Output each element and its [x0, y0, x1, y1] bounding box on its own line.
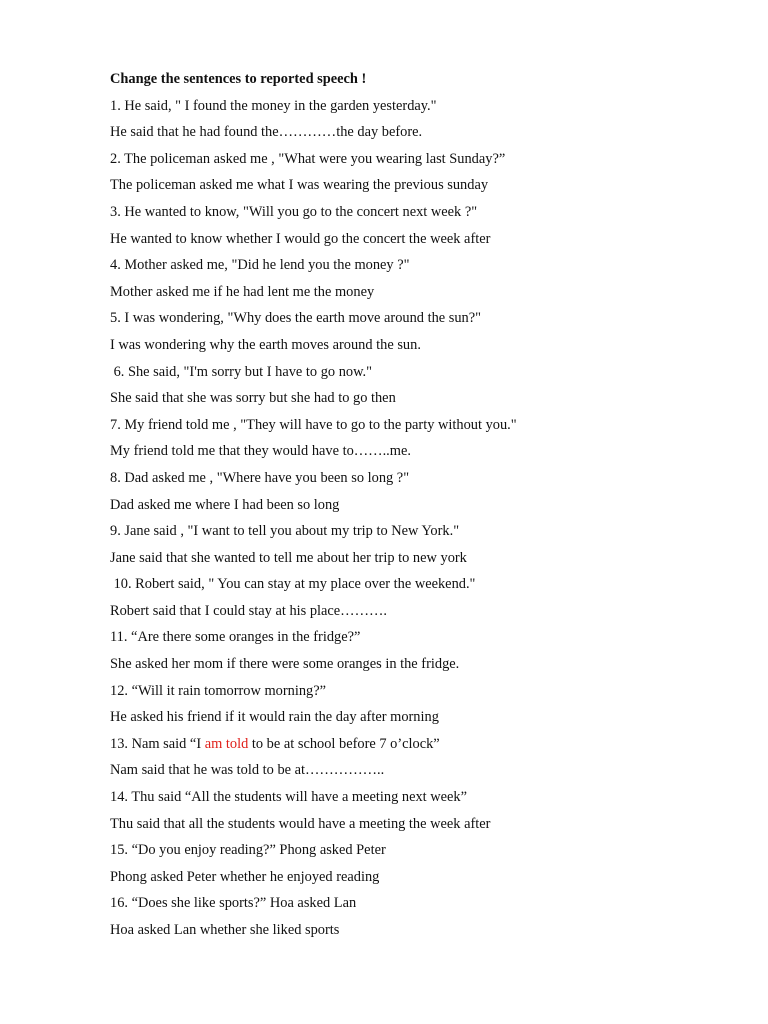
text-line: 1. He said, " I found the money in the garden yesterday." [110, 97, 437, 114]
text-line: 10. Robert said, " You can stay at my place over the weekend." [110, 576, 476, 593]
text-line: 7. My friend told me , "They will have to go to the party without you." [110, 416, 517, 433]
text-line: Nam said that he was told to be at…………….. [110, 762, 385, 779]
text-line: 8. Dad asked me , "Where have you been so long ?" [110, 469, 410, 486]
highlighted-phrase: am told [204, 735, 249, 752]
text-line-13 [110, 731, 730, 758]
text-line: She asked her mom if there were some oranges in the fridge. [110, 656, 460, 673]
text-line: 9. Jane said , "I want to tell you about my trip to New York." [110, 523, 460, 540]
text-line: 11. “Are there some oranges in the fridge?” [110, 629, 361, 646]
text-line: My friend told me that they would have to……..me. [110, 443, 411, 460]
text-line: 16. “Does she like sports?” Hoa asked Lan [110, 895, 357, 912]
text-line: The policeman asked me what I was wearing the previous sunday [110, 177, 489, 194]
text-line: 4. Mother asked me, "Did he lend you the money ?" [110, 257, 410, 274]
line-13-after: to be at school before 7 o’clock” [248, 735, 440, 752]
text-line: 14. Thu said “All the students will have a meeting next week” [110, 789, 468, 806]
text-line: 5. I was wondering, "Why does the earth move around the sun?" [110, 310, 482, 327]
text-line: Jane said that she wanted to tell me about her trip to new york [110, 549, 467, 566]
text-line: He asked his friend if it would rain the day after morning [110, 709, 439, 726]
text-line: She said that she was sorry but she had to go then [110, 390, 396, 407]
text-line: Dad asked me where I had been so long [110, 496, 340, 513]
text-line: Robert said that I could stay at his place………. [110, 602, 387, 619]
exercise-title: Change the sentences to reported speech ! [110, 71, 367, 87]
text-line: 15. “Do you enjoy reading?” Phong asked Peter [110, 842, 386, 859]
text-line: 12. “Will it rain tomorrow morning?” [110, 682, 327, 699]
text-line: Phong asked Peter whether he enjoyed reading [110, 868, 380, 885]
text-line: I was wondering why the earth moves around the sun. [110, 336, 421, 353]
text-line: 2. The policeman asked me , "What were you wearing last Sunday?” [110, 150, 506, 167]
text-line: Thu said that all the students would have a meeting the week after [110, 815, 491, 832]
text-line: 6. She said, "I'm sorry but I have to go now." [110, 363, 373, 380]
text-line: Mother asked me if he had lent me the money [110, 283, 375, 300]
exercise-content [110, 66, 730, 944]
text-line: Hoa asked Lan whether she liked sports [110, 922, 340, 938]
text-line: He wanted to know whether I would go the concert the week after [110, 230, 491, 247]
text-line: 3. He wanted to know, "Will you go to the concert next week ?" [110, 203, 478, 220]
text-line: He said that he had found the…………the day before. [110, 124, 423, 141]
line-13-before: 13. Nam said “I [110, 735, 205, 752]
